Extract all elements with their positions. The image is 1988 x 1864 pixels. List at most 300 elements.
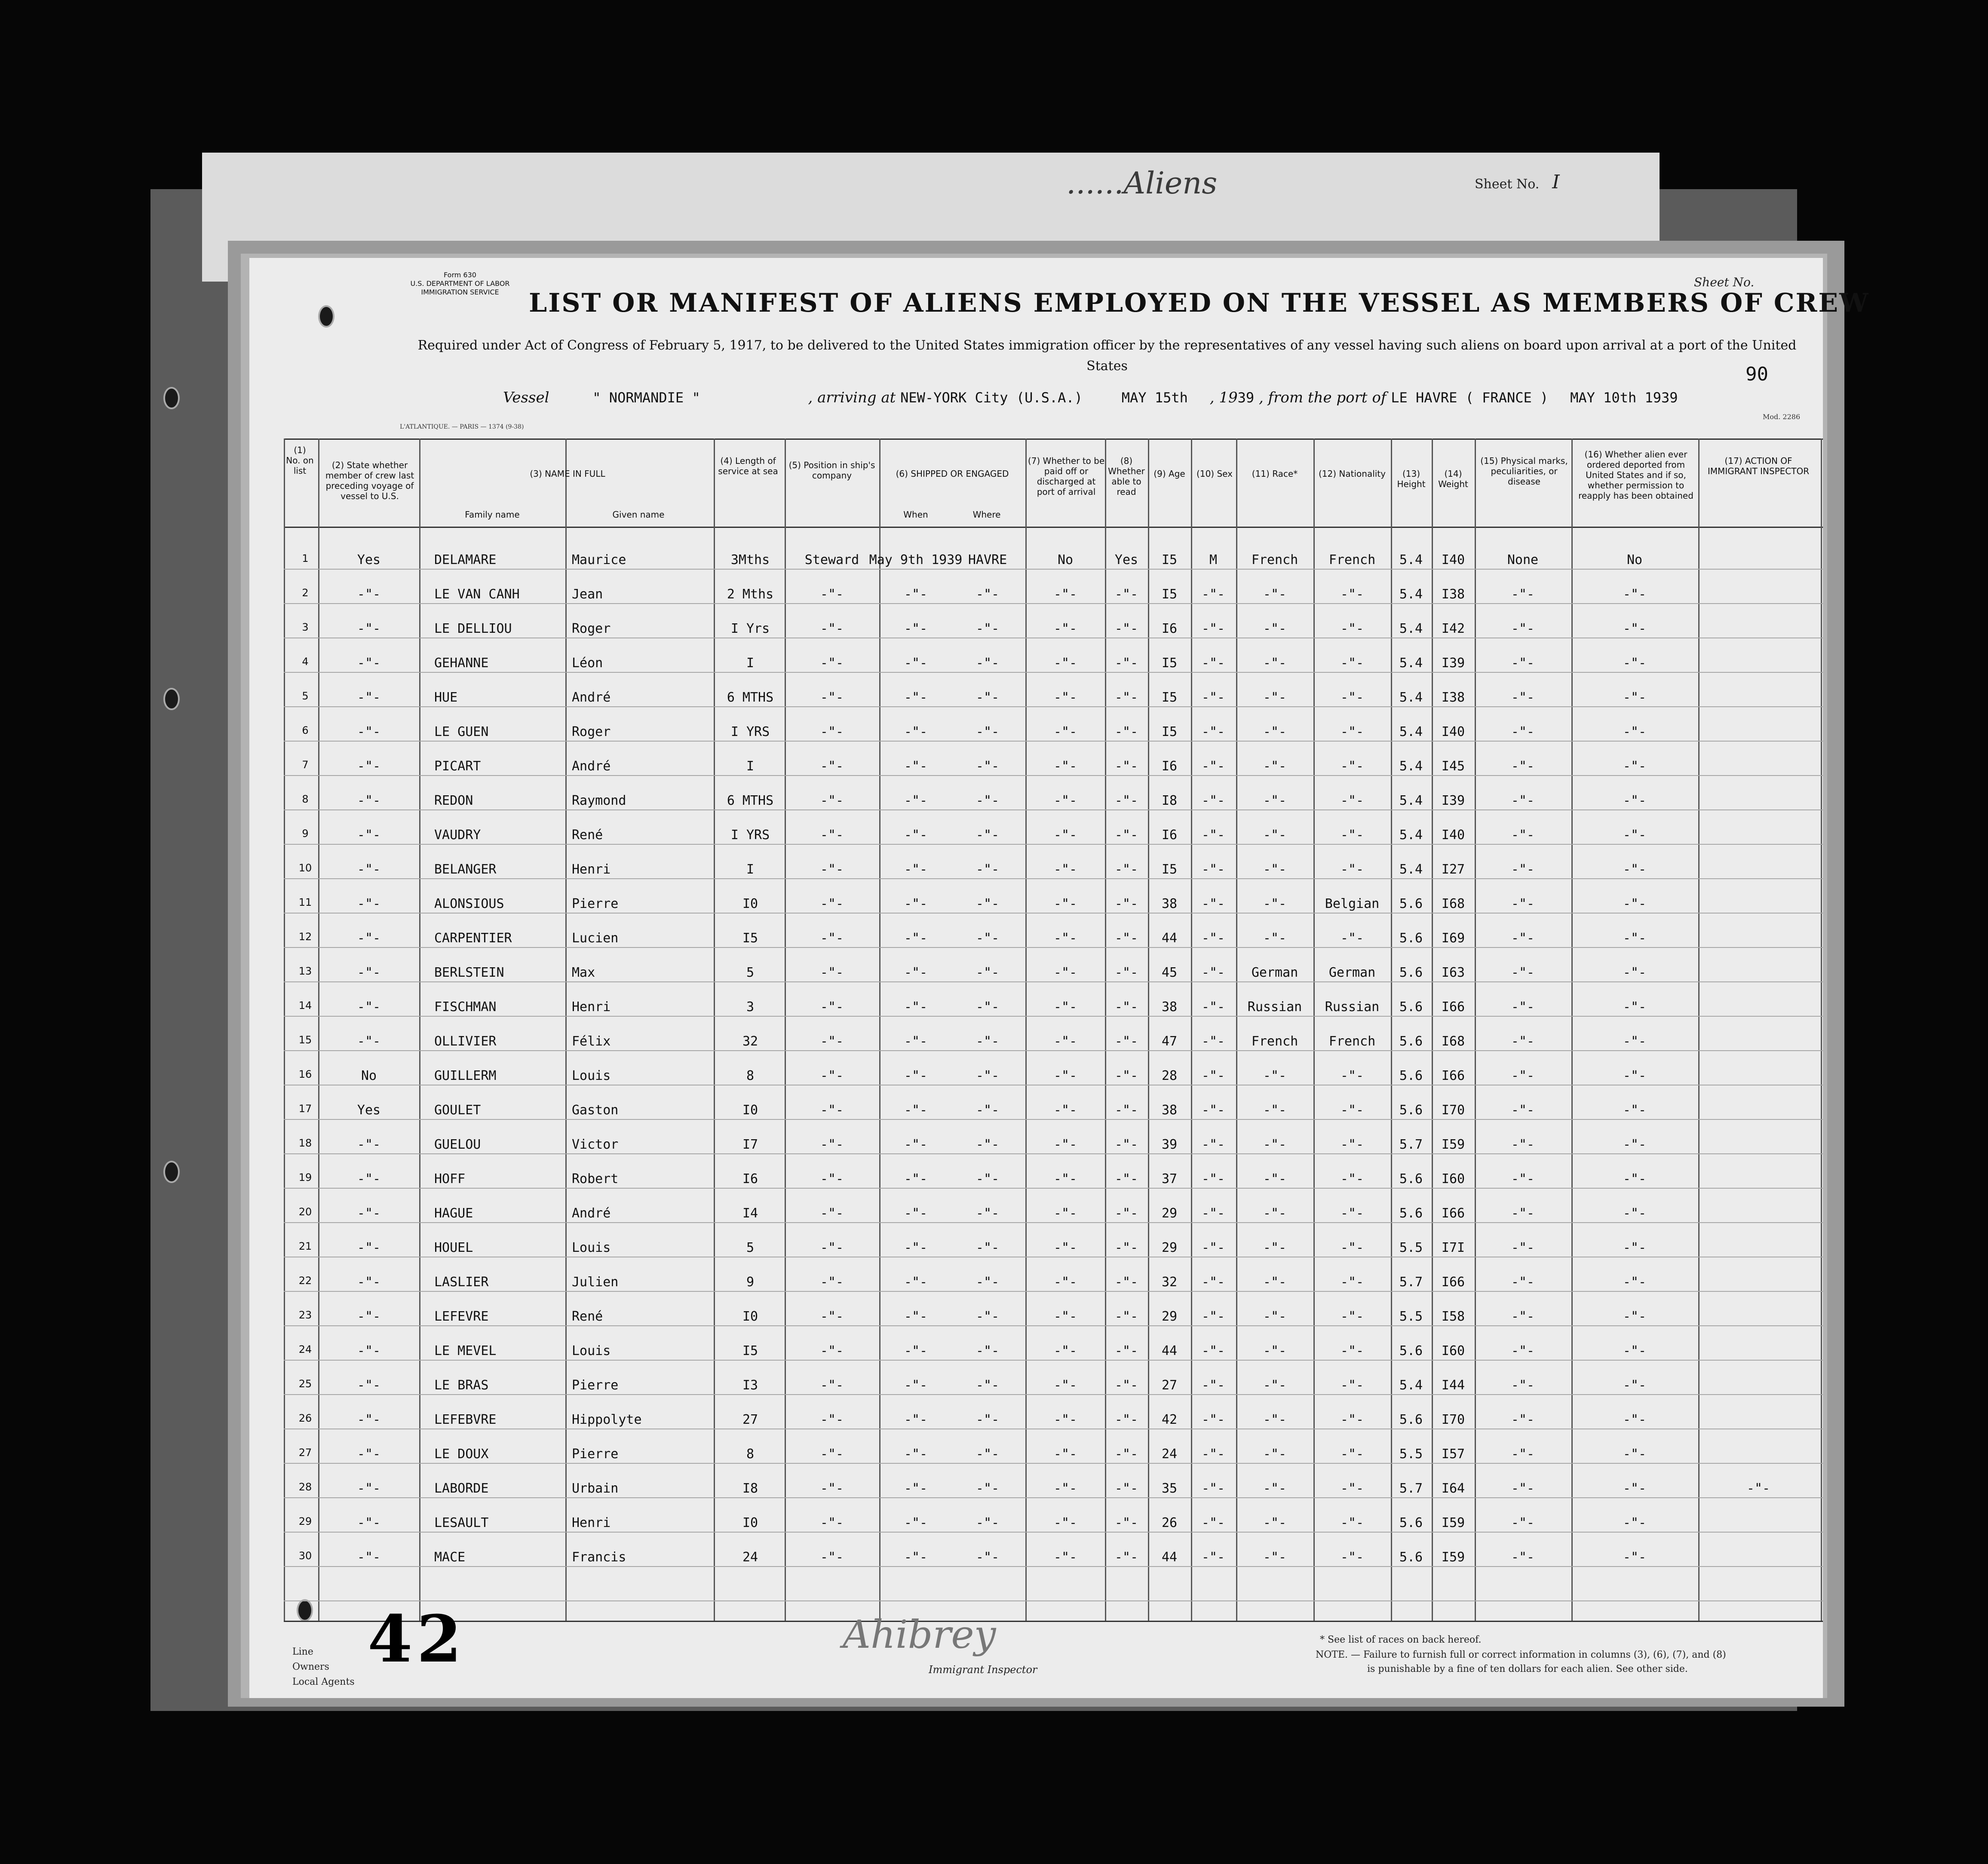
col-head-age: (9) Age bbox=[1154, 469, 1185, 479]
cell-position: -"- bbox=[820, 724, 844, 739]
cell-height: 5.5 bbox=[1399, 1447, 1423, 1462]
cell-weight: I38 bbox=[1441, 587, 1465, 602]
cell-length-of-service: I7 bbox=[742, 1137, 758, 1152]
cell-nationality: -"- bbox=[1340, 1103, 1364, 1118]
cell-physical-marks: -"- bbox=[1511, 1137, 1535, 1152]
cell-position: -"- bbox=[820, 1550, 844, 1565]
cell-length-of-service: 32 bbox=[742, 1034, 758, 1049]
cell-length-of-service: 24 bbox=[742, 1550, 758, 1565]
cell-given-name: Urbain bbox=[572, 1481, 619, 1496]
cell-physical-marks: None bbox=[1507, 552, 1539, 567]
cell-height: 5.6 bbox=[1399, 965, 1423, 980]
col-head-nationality: (12) Nationality bbox=[1319, 469, 1386, 479]
cell-shipped-where: -"- bbox=[976, 965, 1000, 980]
cell-row-number: 28 bbox=[298, 1481, 312, 1493]
cell-family-name: LE BRAS bbox=[434, 1378, 489, 1393]
cell-able-to-read: -"- bbox=[1114, 1275, 1138, 1290]
cell-row-number: 7 bbox=[302, 759, 309, 771]
cell-able-to-read: -"- bbox=[1114, 1343, 1138, 1358]
cell-race: -"- bbox=[1263, 896, 1287, 911]
cell-row-number: 14 bbox=[298, 999, 312, 1012]
cell-length-of-service: I0 bbox=[742, 1309, 758, 1324]
cell-paid-off: -"- bbox=[1053, 759, 1077, 774]
column-rule bbox=[1025, 438, 1027, 1621]
cell-length-of-service: I bbox=[746, 759, 755, 774]
cell-age: I5 bbox=[1161, 724, 1178, 739]
cell-age: I6 bbox=[1161, 621, 1178, 636]
cell-position: -"- bbox=[820, 1206, 844, 1221]
cell-family-name: GUILLERM bbox=[434, 1068, 497, 1083]
cell-able-to-read: -"- bbox=[1114, 862, 1138, 877]
cell-physical-marks: -"- bbox=[1511, 1447, 1535, 1462]
cell-deported: -"- bbox=[1623, 793, 1647, 808]
cell-nationality: Russian bbox=[1325, 999, 1380, 1015]
cell-given-name: Jean bbox=[572, 587, 603, 602]
back-sheet-handwriting: ......Aliens bbox=[1066, 166, 1218, 201]
cell-sex: -"- bbox=[1201, 1309, 1225, 1324]
cell-length-of-service: 9 bbox=[746, 1275, 755, 1290]
cell-weight: I40 bbox=[1441, 552, 1465, 567]
cell-given-name: Julien bbox=[572, 1275, 619, 1290]
cell-shipped-when: -"- bbox=[904, 896, 928, 911]
cell-given-name: Robert bbox=[572, 1171, 619, 1186]
cell-age: I6 bbox=[1161, 828, 1178, 843]
cell-race: -"- bbox=[1263, 828, 1287, 843]
sheet-big-number: 42 bbox=[368, 1601, 466, 1677]
cell-shipped-when: -"- bbox=[904, 1550, 928, 1565]
row-rule bbox=[284, 1325, 1823, 1326]
cell-age: 32 bbox=[1161, 1275, 1178, 1290]
cell-physical-marks: -"- bbox=[1511, 1481, 1535, 1496]
cell-length-of-service: 6 MTHS bbox=[727, 690, 774, 705]
cell-position: -"- bbox=[820, 793, 844, 808]
cell-shipped-when: -"- bbox=[904, 690, 928, 705]
cell-previous-voyage: -"- bbox=[357, 1343, 381, 1358]
cell-family-name: LESAULT bbox=[434, 1515, 489, 1530]
cell-deported: -"- bbox=[1623, 862, 1647, 877]
cell-position: -"- bbox=[820, 1034, 844, 1049]
cell-sex: -"- bbox=[1201, 793, 1225, 808]
cell-family-name: REDON bbox=[434, 793, 473, 808]
cell-height: 5.6 bbox=[1399, 1103, 1423, 1118]
cell-deported: -"- bbox=[1623, 656, 1647, 671]
cell-height: 5.4 bbox=[1399, 828, 1423, 843]
cell-sex: -"- bbox=[1201, 1240, 1225, 1255]
cell-able-to-read: -"- bbox=[1114, 828, 1138, 843]
cell-deported: -"- bbox=[1623, 1481, 1647, 1496]
cell-length-of-service: 3Mths bbox=[730, 552, 770, 567]
cell-previous-voyage: Yes bbox=[357, 552, 381, 567]
cell-length-of-service: 27 bbox=[742, 1412, 758, 1427]
cell-nationality: -"- bbox=[1340, 1378, 1364, 1393]
column-rule bbox=[1821, 438, 1822, 1621]
col-head-given: Given name bbox=[612, 509, 665, 520]
cell-paid-off: -"- bbox=[1053, 1034, 1077, 1049]
cell-given-name: Hippolyte bbox=[572, 1412, 642, 1427]
cell-weight: I66 bbox=[1441, 1206, 1465, 1221]
cell-position: -"- bbox=[820, 965, 844, 980]
cell-race: Russian bbox=[1247, 999, 1302, 1015]
cell-paid-off: -"- bbox=[1053, 1171, 1077, 1186]
year: 39 bbox=[1237, 389, 1255, 406]
cell-able-to-read: -"- bbox=[1114, 656, 1138, 671]
cell-shipped-when: -"- bbox=[904, 999, 928, 1015]
cell-nationality: -"- bbox=[1340, 1343, 1364, 1358]
cell-age: 42 bbox=[1161, 1412, 1178, 1427]
cell-shipped-where: -"- bbox=[976, 621, 1000, 636]
cell-row-number: 6 bbox=[302, 724, 309, 736]
cell-position: Steward bbox=[804, 552, 859, 567]
cell-race: -"- bbox=[1263, 1378, 1287, 1393]
col-head-height: (13) Height bbox=[1397, 469, 1426, 489]
cell-given-name: Victor bbox=[572, 1137, 619, 1152]
row-rule bbox=[284, 1497, 1823, 1498]
footer-line-label: Line bbox=[292, 1646, 313, 1657]
cell-family-name: PICART bbox=[434, 759, 481, 774]
cell-paid-off: -"- bbox=[1053, 931, 1077, 946]
cell-shipped-where: -"- bbox=[976, 999, 1000, 1015]
row-rule bbox=[284, 741, 1823, 742]
cell-paid-off: -"- bbox=[1053, 724, 1077, 739]
cell-position: -"- bbox=[820, 656, 844, 671]
cell-position: -"- bbox=[820, 1309, 844, 1324]
row-rule bbox=[284, 1188, 1823, 1189]
cell-position: -"- bbox=[820, 621, 844, 636]
cell-able-to-read: Yes bbox=[1114, 552, 1138, 567]
footer-owners-label: Owners bbox=[292, 1662, 329, 1672]
cell-position: -"- bbox=[820, 1447, 844, 1462]
row-rule bbox=[284, 1291, 1823, 1292]
cell-sex: -"- bbox=[1201, 1103, 1225, 1118]
cell-physical-marks: -"- bbox=[1511, 1343, 1535, 1358]
form-id: Form 630 bbox=[444, 271, 476, 279]
cell-height: 5.4 bbox=[1399, 724, 1423, 739]
cell-physical-marks: -"- bbox=[1511, 759, 1535, 774]
row-rule bbox=[284, 1360, 1823, 1361]
cell-height: 5.6 bbox=[1399, 1068, 1423, 1083]
cell-able-to-read: -"- bbox=[1114, 1171, 1138, 1186]
cell-position: -"- bbox=[820, 1412, 844, 1427]
cell-race: -"- bbox=[1263, 1068, 1287, 1083]
cell-family-name: LEFEVRE bbox=[434, 1309, 489, 1324]
cell-family-name: CARPENTIER bbox=[434, 931, 512, 946]
cell-given-name: Louis bbox=[572, 1240, 611, 1255]
col-head-shipped: (6) SHIPPED OR ENGAGED bbox=[896, 469, 1009, 479]
cell-paid-off: -"- bbox=[1053, 690, 1077, 705]
cell-race: -"- bbox=[1263, 1515, 1287, 1530]
cell-physical-marks: -"- bbox=[1511, 621, 1535, 636]
cell-physical-marks: -"- bbox=[1511, 1309, 1535, 1324]
cell-length-of-service: 3 bbox=[746, 999, 755, 1015]
cell-nationality: -"- bbox=[1340, 656, 1364, 671]
cell-previous-voyage: -"- bbox=[357, 1240, 381, 1255]
cell-nationality: -"- bbox=[1340, 587, 1364, 602]
cell-able-to-read: -"- bbox=[1114, 1240, 1138, 1255]
row-rule bbox=[284, 1119, 1823, 1120]
cell-length-of-service: I bbox=[746, 656, 755, 671]
cell-given-name: Henri bbox=[572, 862, 611, 877]
column-rule bbox=[879, 438, 880, 1621]
cell-row-number: 2 bbox=[302, 587, 309, 599]
cell-shipped-where: -"- bbox=[976, 931, 1000, 946]
cell-paid-off: -"- bbox=[1053, 862, 1077, 877]
cell-position: -"- bbox=[820, 1378, 844, 1393]
cell-given-name: Maurice bbox=[572, 552, 626, 567]
cell-nationality: -"- bbox=[1340, 1447, 1364, 1462]
cell-nationality: -"- bbox=[1340, 1137, 1364, 1152]
cell-position: -"- bbox=[820, 1068, 844, 1083]
cell-length-of-service: I bbox=[746, 862, 755, 877]
cell-shipped-when: -"- bbox=[904, 1343, 928, 1358]
cell-physical-marks: -"- bbox=[1511, 1550, 1535, 1565]
cell-family-name: HOUEL bbox=[434, 1240, 473, 1255]
cell-family-name: LASLIER bbox=[434, 1275, 489, 1290]
cell-shipped-where: -"- bbox=[976, 656, 1000, 671]
cell-weight: I70 bbox=[1441, 1103, 1465, 1118]
cell-sex: -"- bbox=[1201, 965, 1225, 980]
cell-sex: -"- bbox=[1201, 1171, 1225, 1186]
row-rule bbox=[284, 947, 1823, 948]
cell-physical-marks: -"- bbox=[1511, 690, 1535, 705]
cell-race: -"- bbox=[1263, 1275, 1287, 1290]
cell-row-number: 16 bbox=[298, 1068, 312, 1080]
cell-deported: -"- bbox=[1623, 1103, 1647, 1118]
cell-height: 5.6 bbox=[1399, 896, 1423, 911]
cell-height: 5.7 bbox=[1399, 1137, 1423, 1152]
cell-length-of-service: 5 bbox=[746, 965, 755, 980]
cell-height: 5.6 bbox=[1399, 1171, 1423, 1186]
cell-physical-marks: -"- bbox=[1511, 1171, 1535, 1186]
cell-weight: I58 bbox=[1441, 1309, 1465, 1324]
cell-nationality: -"- bbox=[1340, 862, 1364, 877]
cell-given-name: Roger bbox=[572, 621, 611, 636]
cell-position: -"- bbox=[820, 828, 844, 843]
page-title: LIST OR MANIFEST OF ALIENS EMPLOYED ON THE VESSEL AS MEMBERS OF CREW bbox=[529, 288, 1870, 318]
cell-deported: -"- bbox=[1623, 587, 1647, 602]
cell-physical-marks: -"- bbox=[1511, 862, 1535, 877]
cell-family-name: BELANGER bbox=[434, 862, 497, 877]
cell-physical-marks: -"- bbox=[1511, 828, 1535, 843]
column-rule bbox=[1571, 438, 1573, 1621]
cell-given-name: Pierre bbox=[572, 896, 619, 911]
cell-shipped-where: -"- bbox=[976, 1515, 1000, 1530]
requirement-text: Required under Act of Congress of February 5, 1917, to be delivered to the United States immigration officer by the representatives of any vessel having such aliens on board upon arrival at a port of the United States bbox=[417, 338, 1797, 374]
cell-given-name: René bbox=[572, 1309, 603, 1324]
cell-shipped-when: -"- bbox=[904, 1412, 928, 1427]
cell-row-number: 5 bbox=[302, 690, 309, 702]
cell-height: 5.6 bbox=[1399, 1515, 1423, 1530]
cell-row-number: 21 bbox=[298, 1240, 312, 1252]
column-rule bbox=[1236, 438, 1237, 1621]
cell-nationality: -"- bbox=[1340, 1068, 1364, 1083]
cell-age: 38 bbox=[1161, 896, 1178, 911]
cell-shipped-where: -"- bbox=[976, 1412, 1000, 1427]
row-rule bbox=[284, 809, 1823, 810]
cell-position: -"- bbox=[820, 1240, 844, 1255]
cell-position: -"- bbox=[820, 1343, 844, 1358]
cell-shipped-where: -"- bbox=[976, 828, 1000, 843]
cell-length-of-service: 5 bbox=[746, 1240, 755, 1255]
cell-weight: I7I bbox=[1441, 1240, 1465, 1255]
cell-family-name: GOULET bbox=[434, 1103, 481, 1118]
cell-paid-off: -"- bbox=[1053, 1137, 1077, 1152]
cell-previous-voyage: -"- bbox=[357, 621, 381, 636]
cell-nationality: -"- bbox=[1340, 1309, 1364, 1324]
arriving-port: NEW-YORK City (U.S.A.) bbox=[900, 389, 1083, 406]
cell-length-of-service: I YRS bbox=[730, 828, 770, 843]
cell-able-to-read: -"- bbox=[1114, 1550, 1138, 1565]
cell-row-number: 23 bbox=[298, 1309, 312, 1321]
cell-shipped-where: -"- bbox=[976, 1378, 1000, 1393]
cell-age: I6 bbox=[1161, 759, 1178, 774]
cell-given-name: Félix bbox=[572, 1034, 611, 1049]
cell-shipped-where: -"- bbox=[976, 1309, 1000, 1324]
cell-able-to-read: -"- bbox=[1114, 1137, 1138, 1152]
cell-family-name: LE DELLIOU bbox=[434, 621, 512, 636]
cell-deported: -"- bbox=[1623, 999, 1647, 1015]
cell-deported: -"- bbox=[1623, 1034, 1647, 1049]
cell-row-number: 29 bbox=[298, 1515, 312, 1527]
cell-shipped-where: -"- bbox=[976, 1240, 1000, 1255]
cell-height: 5.4 bbox=[1399, 793, 1423, 808]
cell-previous-voyage: -"- bbox=[357, 1206, 381, 1221]
cell-given-name: Gaston bbox=[572, 1103, 619, 1118]
cell-weight: I39 bbox=[1441, 656, 1465, 671]
cell-shipped-where: -"- bbox=[976, 1275, 1000, 1290]
cell-previous-voyage: -"- bbox=[357, 724, 381, 739]
cell-given-name: André bbox=[572, 1206, 611, 1221]
cell-inspector-action: -"- bbox=[1746, 1481, 1770, 1496]
header-bottom-rule bbox=[284, 527, 1823, 528]
column-rule bbox=[565, 438, 567, 1621]
column-rule bbox=[714, 438, 715, 1621]
cell-previous-voyage: Yes bbox=[357, 1103, 381, 1118]
cell-sex: M bbox=[1209, 552, 1218, 567]
cell-weight: I44 bbox=[1441, 1378, 1465, 1393]
cell-age: 38 bbox=[1161, 1103, 1178, 1118]
cell-shipped-where: -"- bbox=[976, 793, 1000, 808]
cell-paid-off: -"- bbox=[1053, 1068, 1077, 1083]
cell-race: -"- bbox=[1263, 587, 1287, 602]
cell-position: -"- bbox=[820, 1137, 844, 1152]
cell-length-of-service: I6 bbox=[742, 1171, 758, 1186]
cell-able-to-read: -"- bbox=[1114, 1447, 1138, 1462]
cell-given-name: Louis bbox=[572, 1343, 611, 1358]
cell-shipped-where: -"- bbox=[976, 1481, 1000, 1496]
cell-race: -"- bbox=[1263, 1309, 1287, 1324]
cell-able-to-read: -"- bbox=[1114, 724, 1138, 739]
cell-previous-voyage: -"- bbox=[357, 1309, 381, 1324]
cell-sex: -"- bbox=[1201, 1481, 1225, 1496]
cell-race: -"- bbox=[1263, 1481, 1287, 1496]
cell-race: -"- bbox=[1263, 759, 1287, 774]
punch-hole bbox=[163, 387, 180, 409]
cell-shipped-when: -"- bbox=[904, 1481, 928, 1496]
cell-weight: I60 bbox=[1441, 1343, 1465, 1358]
cell-shipped-when: -"- bbox=[904, 1206, 928, 1221]
cell-length-of-service: I Yrs bbox=[730, 621, 770, 636]
cell-height: 5.7 bbox=[1399, 1275, 1423, 1290]
cell-paid-off: -"- bbox=[1053, 1412, 1077, 1427]
row-rule bbox=[284, 1016, 1823, 1017]
cell-paid-off: -"- bbox=[1053, 1481, 1077, 1496]
cell-age: I8 bbox=[1161, 793, 1178, 808]
row-rule bbox=[284, 569, 1823, 570]
cell-age: 45 bbox=[1161, 965, 1178, 980]
cell-race: -"- bbox=[1263, 724, 1287, 739]
cell-shipped-when: -"- bbox=[904, 1068, 928, 1083]
cell-deported: -"- bbox=[1623, 1275, 1647, 1290]
inspector-label: Immigrant Inspector bbox=[929, 1664, 1037, 1676]
cell-length-of-service: 8 bbox=[746, 1447, 755, 1462]
cell-sex: -"- bbox=[1201, 862, 1225, 877]
cell-shipped-where: -"- bbox=[976, 1550, 1000, 1565]
from-port: LE HAVRE ( FRANCE ) bbox=[1391, 389, 1549, 406]
cell-paid-off: -"- bbox=[1053, 896, 1077, 911]
cell-paid-off: -"- bbox=[1053, 828, 1077, 843]
cell-physical-marks: -"- bbox=[1511, 1103, 1535, 1118]
cell-row-number: 20 bbox=[298, 1206, 312, 1218]
cell-weight: I66 bbox=[1441, 1275, 1465, 1290]
cell-shipped-where: -"- bbox=[976, 1171, 1000, 1186]
cell-sex: -"- bbox=[1201, 690, 1225, 705]
cell-sex: -"- bbox=[1201, 1378, 1225, 1393]
cell-shipped-where: -"- bbox=[976, 1137, 1000, 1152]
cell-previous-voyage: -"- bbox=[357, 862, 381, 877]
cell-shipped-when: -"- bbox=[904, 759, 928, 774]
cell-previous-voyage: -"- bbox=[357, 1515, 381, 1530]
cell-given-name: Henri bbox=[572, 999, 611, 1015]
cell-able-to-read: -"- bbox=[1114, 793, 1138, 808]
cell-family-name: LE VAN CANH bbox=[434, 587, 520, 602]
cell-weight: I66 bbox=[1441, 999, 1465, 1015]
cell-age: I5 bbox=[1161, 690, 1178, 705]
cell-family-name: GUELOU bbox=[434, 1137, 481, 1152]
cell-shipped-when: -"- bbox=[904, 862, 928, 877]
cell-shipped-where: HAVRE bbox=[968, 552, 1007, 567]
cell-height: 5.4 bbox=[1399, 1378, 1423, 1393]
cell-sex: -"- bbox=[1201, 1034, 1225, 1049]
cell-age: 26 bbox=[1161, 1515, 1178, 1530]
column-rule bbox=[1313, 438, 1315, 1621]
cell-shipped-where: -"- bbox=[976, 1068, 1000, 1083]
cell-age: 37 bbox=[1161, 1171, 1178, 1186]
cell-nationality: -"- bbox=[1340, 690, 1364, 705]
vessel-name: " NORMANDIE " bbox=[592, 389, 700, 406]
department: U.S. DEPARTMENT OF LABOR bbox=[410, 279, 510, 288]
cell-able-to-read: -"- bbox=[1114, 1068, 1138, 1083]
cell-deported: -"- bbox=[1623, 1240, 1647, 1255]
col-head-weight: (14) Weight bbox=[1438, 469, 1468, 489]
cell-height: 5.7 bbox=[1399, 1481, 1423, 1496]
cell-shipped-when: -"- bbox=[904, 1275, 928, 1290]
cell-deported: -"- bbox=[1623, 1515, 1647, 1530]
cell-row-number: 18 bbox=[298, 1137, 312, 1149]
cell-nationality: -"- bbox=[1340, 828, 1364, 843]
cell-previous-voyage: -"- bbox=[357, 1481, 381, 1496]
cell-shipped-when: -"- bbox=[904, 1103, 928, 1118]
col-head-previous: (2) State whether member of crew last preceding voyage of vessel to U.S. bbox=[325, 460, 414, 501]
cell-family-name: LE MEVEL bbox=[434, 1343, 497, 1358]
cell-length-of-service: 2 Mths bbox=[727, 587, 774, 602]
cell-sex: -"- bbox=[1201, 999, 1225, 1015]
cell-given-name: Francis bbox=[572, 1550, 626, 1565]
cell-deported: -"- bbox=[1623, 1206, 1647, 1221]
cell-able-to-read: -"- bbox=[1114, 931, 1138, 946]
cell-age: 39 bbox=[1161, 1137, 1178, 1152]
cell-row-number: 17 bbox=[298, 1103, 312, 1115]
cell-family-name: LEFEBVRE bbox=[434, 1412, 497, 1427]
